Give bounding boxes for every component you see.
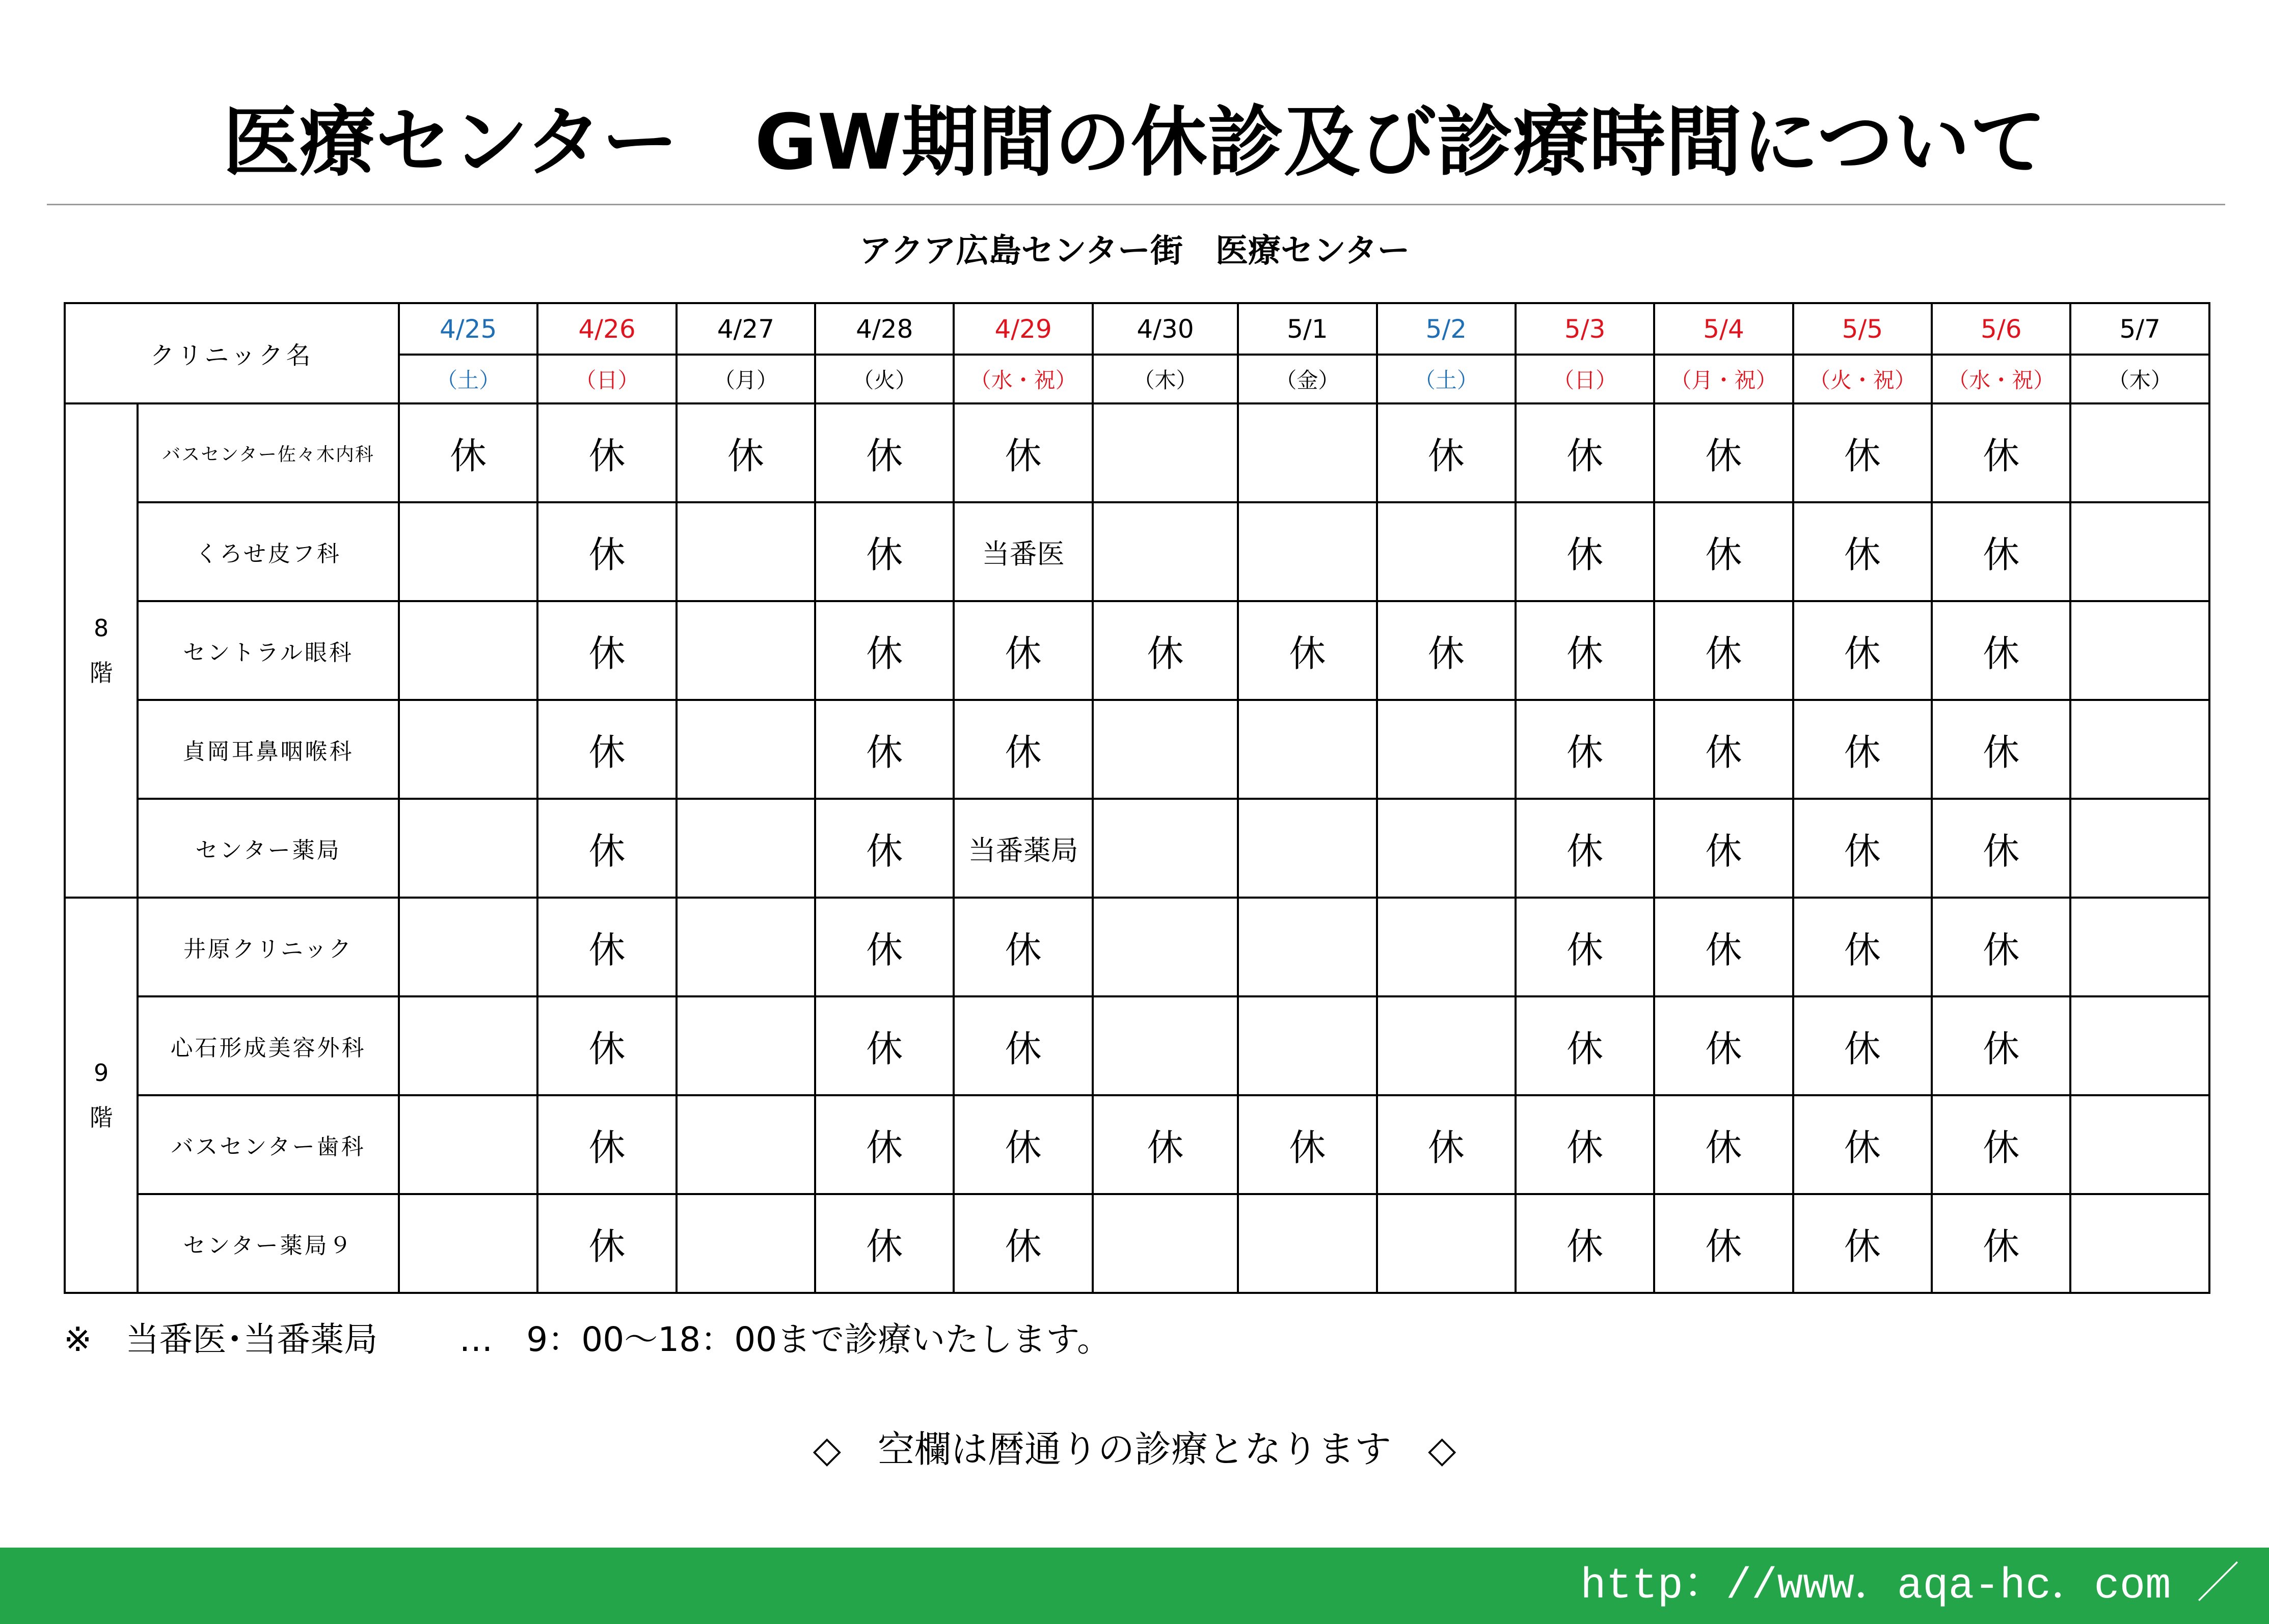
- closed-cell: 休: [537, 1095, 676, 1194]
- open-cell: [1238, 1194, 1376, 1293]
- weekday-header: （月）: [677, 355, 815, 403]
- duty-note: [64, 1314, 1111, 1365]
- closed-cell: 休: [1238, 601, 1376, 700]
- closed-cell: 休: [1793, 1194, 1932, 1293]
- clinic-name: 貞岡耳鼻咽喉科: [138, 700, 399, 799]
- closed-cell: 休: [1793, 502, 1932, 601]
- closed-cell: 休: [1654, 502, 1793, 601]
- open-cell: [1377, 700, 1516, 799]
- closed-cell: 休: [815, 799, 954, 898]
- closed-cell: 休: [1377, 403, 1516, 502]
- closed-cell: 休: [1516, 1194, 1654, 1293]
- closed-cell: 休: [1654, 799, 1793, 898]
- open-cell: [2070, 1194, 2209, 1293]
- date-header: 4/27: [677, 303, 815, 355]
- clinic-row: [65, 700, 2209, 799]
- closed-cell: 休: [815, 700, 954, 799]
- floor-unit: 階: [89, 1104, 113, 1131]
- open-cell: [1238, 502, 1376, 601]
- weekday-header: （木）: [2070, 355, 2209, 403]
- open-cell: [399, 700, 537, 799]
- closed-cell: 休: [1793, 898, 1932, 996]
- closed-cell: 休: [1238, 1095, 1376, 1194]
- clinic-row: [65, 1095, 2209, 1194]
- open-cell: [1093, 898, 1238, 996]
- closed-cell: 休: [1516, 1095, 1654, 1194]
- date-header: 5/4: [1654, 303, 1793, 355]
- closed-cell: 休: [1932, 601, 2070, 700]
- weekday-header: （月・祝）: [1654, 355, 1793, 403]
- closed-cell: 休: [1932, 898, 2070, 996]
- closed-cell: 休: [1516, 403, 1654, 502]
- closed-cell: 休: [537, 1194, 676, 1293]
- clinic-row: [65, 403, 2209, 502]
- closed-cell: 休: [1377, 601, 1516, 700]
- clinic-row: [65, 1194, 2209, 1293]
- date-header: 4/25: [399, 303, 537, 355]
- blank-cell-note: ◇ 空欄は暦通りの診療となります ◇: [813, 1428, 1456, 1471]
- closed-cell: 休: [1793, 1095, 1932, 1194]
- note-mark: ※: [64, 1320, 92, 1359]
- closed-cell: 休: [1654, 601, 1793, 700]
- closed-cell: 休: [1654, 1194, 1793, 1293]
- open-cell: [677, 700, 815, 799]
- clinic-row: [65, 502, 2209, 601]
- closed-cell: 休: [815, 601, 954, 700]
- closed-cell: 休: [677, 403, 815, 502]
- floor-number: 8: [93, 614, 109, 642]
- clinic-name: セントラル眼科: [138, 601, 399, 700]
- open-cell: [399, 502, 537, 601]
- open-cell: [2070, 996, 2209, 1095]
- closed-cell: 休: [537, 799, 676, 898]
- closed-cell: 休: [954, 1194, 1092, 1293]
- open-cell: [1377, 799, 1516, 898]
- closed-cell: 休: [1516, 700, 1654, 799]
- date-header: 4/26: [537, 303, 676, 355]
- closed-cell: 休: [1654, 700, 1793, 799]
- open-cell: [399, 898, 537, 996]
- weekday-header: （土）: [399, 355, 537, 403]
- closed-cell: 休: [815, 502, 954, 601]
- clinic-name: バスセンター佐々木内科: [138, 403, 399, 502]
- closed-cell: 休: [1932, 700, 2070, 799]
- open-cell: [1238, 898, 1376, 996]
- open-cell: [1093, 1194, 1238, 1293]
- weekday-header: （金）: [1238, 355, 1376, 403]
- open-cell: [677, 898, 815, 996]
- duty-cell: 当番医: [954, 502, 1092, 601]
- closed-cell: 休: [1377, 1095, 1516, 1194]
- open-cell: [677, 1194, 815, 1293]
- closed-cell: 休: [954, 700, 1092, 799]
- closed-cell: 休: [1793, 403, 1932, 502]
- closed-cell: 休: [954, 403, 1092, 502]
- closed-cell: 休: [815, 1095, 954, 1194]
- clinic-name: センター薬局９: [138, 1194, 399, 1293]
- open-cell: [1238, 700, 1376, 799]
- closed-cell: 休: [1093, 1095, 1238, 1194]
- date-header: 5/2: [1377, 303, 1516, 355]
- open-cell: [1093, 502, 1238, 601]
- open-cell: [2070, 799, 2209, 898]
- closed-cell: 休: [954, 996, 1092, 1095]
- closed-cell: 休: [537, 996, 676, 1095]
- open-cell: [677, 799, 815, 898]
- weekday-header: （水・祝）: [954, 355, 1092, 403]
- closed-cell: 休: [537, 700, 676, 799]
- closed-cell: 休: [1516, 996, 1654, 1095]
- open-cell: [2070, 601, 2209, 700]
- date-header: 4/30: [1093, 303, 1238, 355]
- open-cell: [399, 799, 537, 898]
- weekday-header: （水・祝）: [1932, 355, 2070, 403]
- closed-cell: 休: [1932, 502, 2070, 601]
- closed-cell: 休: [399, 403, 537, 502]
- clinic-row: [65, 898, 2209, 996]
- closed-cell: 休: [815, 1194, 954, 1293]
- closed-cell: 休: [1932, 799, 2070, 898]
- closed-cell: 休: [1932, 1194, 2070, 1293]
- closed-cell: 休: [1932, 403, 2070, 502]
- open-cell: [2070, 403, 2209, 502]
- date-header: 5/5: [1793, 303, 1932, 355]
- note-label: 当番医･当番薬局: [125, 1320, 378, 1359]
- open-cell: [1377, 502, 1516, 601]
- open-cell: [677, 502, 815, 601]
- closed-cell: 休: [954, 898, 1092, 996]
- date-header: 4/28: [815, 303, 954, 355]
- closed-cell: 休: [537, 601, 676, 700]
- closed-cell: 休: [1654, 996, 1793, 1095]
- weekday-header: （土）: [1377, 355, 1516, 403]
- closed-cell: 休: [1793, 996, 1932, 1095]
- open-cell: [1093, 799, 1238, 898]
- floor-unit: 階: [89, 659, 113, 687]
- date-header: 5/1: [1238, 303, 1376, 355]
- date-header: 5/3: [1516, 303, 1654, 355]
- closed-cell: 休: [815, 403, 954, 502]
- closed-cell: 休: [1793, 700, 1932, 799]
- open-cell: [2070, 898, 2209, 996]
- closed-cell: 休: [537, 403, 676, 502]
- floor-label: [65, 403, 138, 898]
- clinic-row: [65, 996, 2209, 1095]
- closed-cell: 休: [1516, 601, 1654, 700]
- weekday-header: （木）: [1093, 355, 1238, 403]
- closed-cell: 休: [1654, 898, 1793, 996]
- closed-cell: 休: [1654, 1095, 1793, 1194]
- closed-cell: 休: [537, 898, 676, 996]
- closed-cell: 休: [1793, 601, 1932, 700]
- open-cell: [399, 1194, 537, 1293]
- open-cell: [1093, 996, 1238, 1095]
- date-header: 4/29: [954, 303, 1092, 355]
- closed-cell: 休: [815, 996, 954, 1095]
- open-cell: [1238, 799, 1376, 898]
- open-cell: [677, 1095, 815, 1194]
- footer-bar: [0, 1548, 2269, 1624]
- page-subtitle: アクア広島センター街 医療センター: [859, 232, 1410, 270]
- open-cell: [1377, 1194, 1516, 1293]
- weekday-header: （火）: [815, 355, 954, 403]
- open-cell: [677, 601, 815, 700]
- page-title: 医療センター GW期間の休診及び診療時間について: [223, 98, 2046, 187]
- closed-cell: 休: [1516, 799, 1654, 898]
- closed-cell: 休: [1932, 1095, 2070, 1194]
- clinic-name: センター薬局: [138, 799, 399, 898]
- title-divider: [47, 204, 2225, 205]
- open-cell: [2070, 502, 2209, 601]
- clinic-name: バスセンター歯科: [138, 1095, 399, 1194]
- clinic-name: 井原クリニック: [138, 898, 399, 996]
- open-cell: [1093, 700, 1238, 799]
- open-cell: [1238, 403, 1376, 502]
- closed-cell: 休: [1654, 403, 1793, 502]
- clinic-row: [65, 601, 2209, 700]
- open-cell: [399, 996, 537, 1095]
- floor-label: [65, 898, 138, 1293]
- open-cell: [399, 601, 537, 700]
- open-cell: [399, 1095, 537, 1194]
- closed-cell: 休: [1516, 502, 1654, 601]
- closed-cell: 休: [1093, 601, 1238, 700]
- closed-cell: 休: [815, 898, 954, 996]
- weekday-header: （火・祝）: [1793, 355, 1932, 403]
- clinic-row: [65, 799, 2209, 898]
- clinic-name: くろせ皮フ科: [138, 502, 399, 601]
- closed-cell: 休: [537, 502, 676, 601]
- floor-number: 9: [93, 1059, 109, 1087]
- closed-cell: 休: [954, 601, 1092, 700]
- date-header: 5/6: [1932, 303, 2070, 355]
- open-cell: [2070, 1095, 2209, 1194]
- open-cell: [2070, 700, 2209, 799]
- date-header: 5/7: [2070, 303, 2209, 355]
- open-cell: [677, 996, 815, 1095]
- closed-cell: 休: [1932, 996, 2070, 1095]
- schedule-table: [64, 302, 2210, 1294]
- duty-cell: 当番薬局: [954, 799, 1092, 898]
- weekday-header: （日）: [537, 355, 676, 403]
- note-text: … 9：00～18：00まで診療いたします。: [459, 1320, 1111, 1359]
- clinic-name-header: クリニック名: [65, 303, 399, 403]
- footer-url[interactable]: http：//www．aqa-hc．com ／: [1580, 1562, 2239, 1611]
- weekday-header: （日）: [1516, 355, 1654, 403]
- open-cell: [1093, 403, 1238, 502]
- closed-cell: 休: [954, 1095, 1092, 1194]
- closed-cell: 休: [1793, 799, 1932, 898]
- closed-cell: 休: [1516, 898, 1654, 996]
- open-cell: [1238, 996, 1376, 1095]
- clinic-name: 心石形成美容外科: [138, 996, 399, 1095]
- open-cell: [1377, 898, 1516, 996]
- open-cell: [1377, 996, 1516, 1095]
